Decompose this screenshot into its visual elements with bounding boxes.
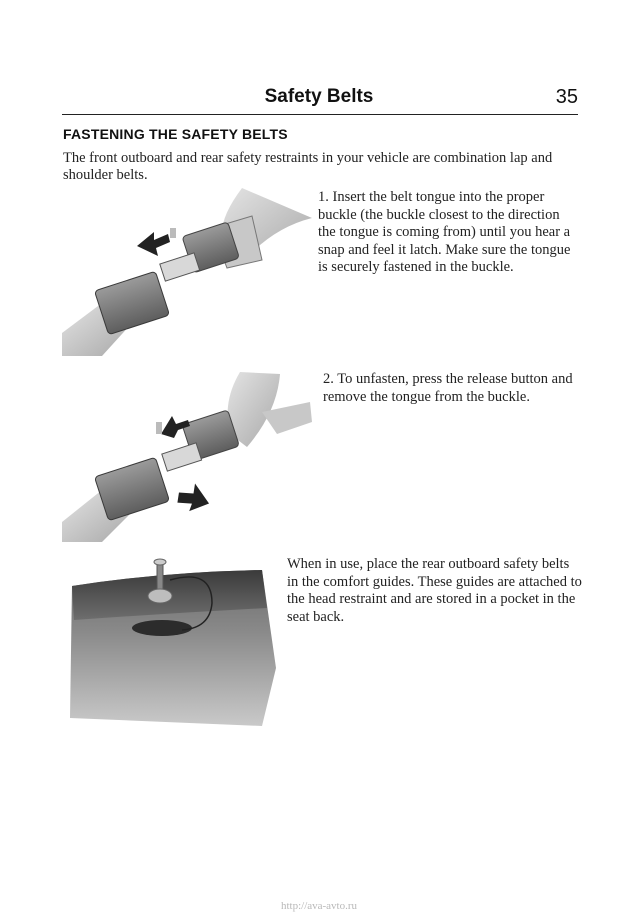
page-number: 35 — [555, 86, 578, 108]
page-title: Safety Belts — [264, 86, 374, 107]
section-heading: FASTENING THE SAFETY BELTS — [63, 126, 288, 142]
step-1-text: 1. Insert the belt tongue into the proper buckle (the buckle closest to the direction the tongue is coming from) until you hear a snap and feel it latch. Make sure the tongue is securely fastened in the buckle. — [318, 189, 571, 275]
footer-link[interactable]: http://ava-avto.ru — [280, 900, 358, 912]
header-rule — [62, 114, 578, 115]
buckle-release-illustration — [62, 372, 322, 542]
step-2-text: 2. To unfasten, press the release button and remove the tongue from the buckle. — [323, 371, 573, 405]
comfort-guide-text: When in use, place the rear outboard safety belts in the comfort guides. These guides are attached to the head restraint and are stored in a pocket in the seat back. — [287, 556, 582, 625]
buckle-insert-illustration — [62, 188, 314, 356]
comfort-guide-illustration — [62, 558, 280, 726]
intro-paragraph: The front outboard and rear safety restraints in your vehicle are combination lap and shoulder belts. — [63, 150, 553, 183]
